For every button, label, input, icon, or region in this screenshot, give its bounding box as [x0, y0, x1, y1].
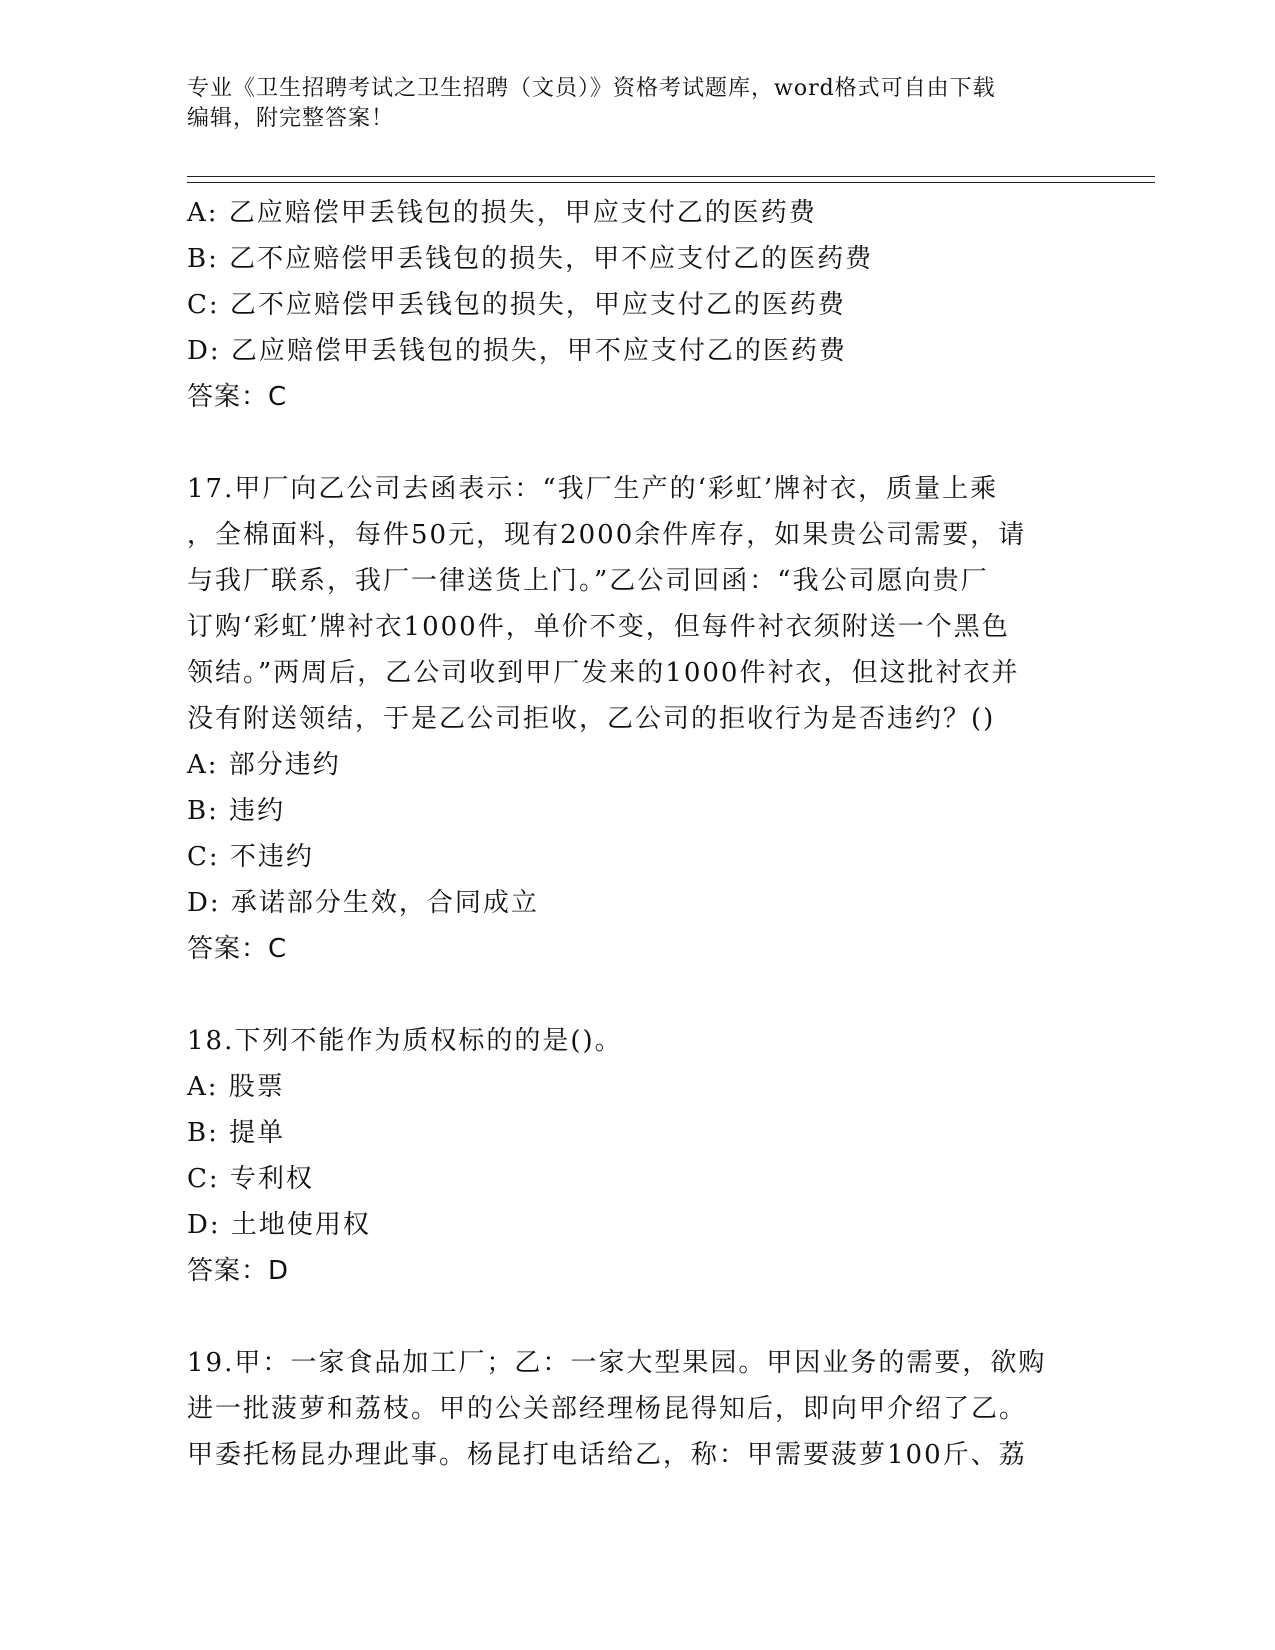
- spacer: [187, 972, 1087, 1018]
- question-text-line: 甲委托杨昆办理此事。杨昆打电话给乙，称：甲需要菠萝100斤、荔: [187, 1440, 1027, 1470]
- question-content: [187, 190, 1087, 1478]
- option-c: C: 专利权: [187, 1164, 314, 1194]
- option-d: D: 乙应赔偿甲丢钱包的损失，甲不应支付乙的医药费: [187, 336, 847, 366]
- option-b: B: 违约: [187, 796, 286, 826]
- option-a: A: 乙应赔偿甲丢钱包的损失，甲应支付乙的医药费: [187, 198, 817, 228]
- question-text-line: ，全棉面料，每件50元，现有2000余件库存，如果贵公司需要，请: [187, 520, 1027, 550]
- option-b: B: 乙不应赔偿甲丢钱包的损失，甲不应支付乙的医药费: [187, 244, 874, 274]
- question-text-line: 19.甲：一家食品加工厂；乙：一家大型果园。甲因业务的需要，欲购: [187, 1348, 1047, 1378]
- question-text-line: 与我厂联系，我厂一律送货上门。”乙公司回函：“我公司愿向贵厂: [187, 566, 989, 596]
- question-text-line: 领结。”两周后，乙公司收到甲厂发来的1000件衬衣，但这批衬衣并: [187, 658, 1020, 688]
- spacer: [187, 1294, 1087, 1340]
- question-18: [187, 1018, 1087, 1294]
- answer-text: 答案：C: [187, 934, 288, 964]
- option-d: D: 承诺部分生效，合同成立: [187, 888, 539, 918]
- answer-text: 答案：D: [187, 1256, 290, 1286]
- question-text-line: 进一批菠萝和荔枝。甲的公关部经理杨昆得知后，即向甲介绍了乙。: [187, 1394, 1028, 1424]
- question-17: [187, 466, 1087, 972]
- option-c: C: 不违约: [187, 842, 314, 872]
- question-text-line: 17.甲厂向乙公司去函表示：“我厂生产的‘彩虹’牌衬衣，质量上乘: [187, 474, 999, 504]
- question-text-line: 没有附送领结，于是乙公司拒收，乙公司的拒收行为是否违约？(): [187, 704, 996, 734]
- option-c: C: 乙不应赔偿甲丢钱包的损失，甲应支付乙的医药费: [187, 290, 846, 320]
- header-line: 专业《卫生招聘考试之卫生招聘（文员）》资格考试题库，word格式可自由下载: [187, 76, 996, 101]
- question-text-line: 18.下列不能作为质权标的的是()。: [187, 1026, 623, 1056]
- question-19: [187, 1340, 1087, 1478]
- option-d: D: 土地使用权: [187, 1210, 371, 1240]
- question-text-line: 订购‘彩虹’牌衬衣1000件，单价不变，但每件衬衣须附送一个黑色: [187, 612, 1010, 642]
- spacer: [187, 420, 1087, 466]
- option-a: A: 股票: [187, 1072, 285, 1102]
- option-b: B: 提单: [187, 1118, 286, 1148]
- answer-text: 答案：C: [187, 382, 288, 412]
- option-a: A: 部分违约: [187, 750, 341, 780]
- header-divider-bottom: [187, 182, 1155, 183]
- header-line: 编辑，附完整答案！: [187, 106, 395, 131]
- question-16: [187, 190, 1087, 420]
- document-header: [187, 74, 1087, 134]
- header-divider-top: [187, 176, 1155, 177]
